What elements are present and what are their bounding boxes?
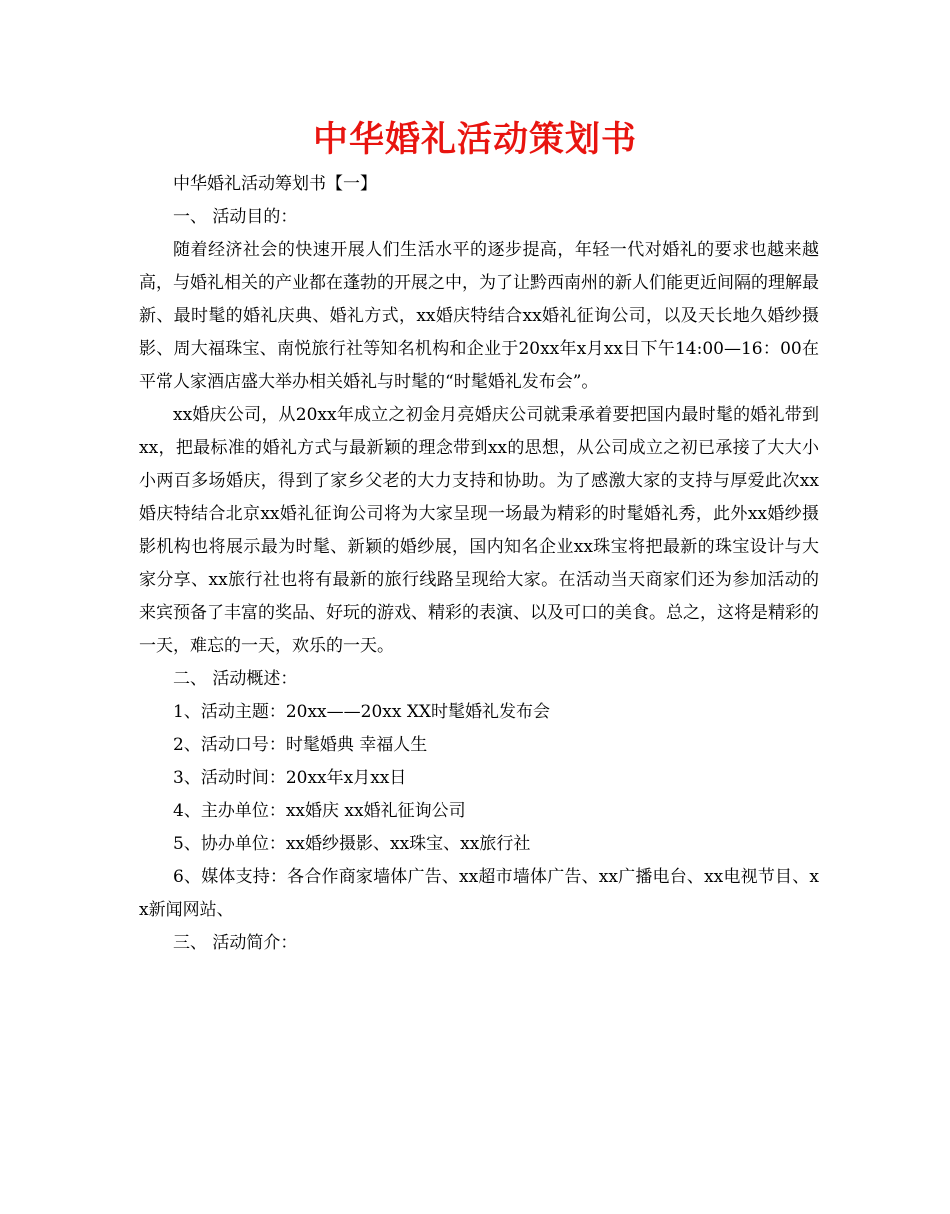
body-paragraph: xx婚庆公司，从20xx年成立之初金月亮婚庆公司就秉承着要把国内最时髦的婚礼带到xx，把最标准的婚礼方式与最新颖的理念带到xx的思想，从公司成立之初已承接了大大小小两百多场婚庆，得到了家乡父老的大力支持和协助。为了感激大家的支持与厚爱此次xx婚庆特结合北京xx婚礼征询公司将为大家呈现一场最为精彩的时髦婚礼秀，此外xx婚纱摄影机构也将展示最为时髦、新颖的婚纱展，国内知名企业xx珠宝将把最新的珠宝设计与大家分享、xx旅行社也将有最新的旅行线路呈现给大家。在活动当天商家们还为参加活动的来宾预备了丰富的奖品、好玩的游戏、精彩的表演、以及可口的美食。总之，这将是精彩的一天，难忘的一天，欢乐的一天。 — [139, 405, 819, 656]
list-item: 1、活动主题：20xx——20xx XX时髦婚礼发布会 — [173, 702, 551, 722]
section-heading-overview: 二、 活动概述： — [173, 669, 298, 689]
list-item: 5、协办单位：xx婚纱摄影、xx珠宝、xx旅行社 — [173, 834, 531, 854]
document-body — [139, 168, 819, 960]
section-heading-purpose: 一、 活动目的： — [173, 207, 298, 227]
list-item: 4、主办单位：xx婚庆 xx婚礼征询公司 — [173, 801, 466, 821]
list-item: 3、活动时间：20xx年x月xx日 — [173, 768, 407, 788]
document-title: 中华婚礼活动策划书 — [312, 120, 637, 160]
section-subtitle: 中华婚礼活动筹划书【一】 — [173, 174, 377, 194]
list-item: 2、活动口号：时髦婚典 幸福人生 — [173, 735, 428, 755]
section-heading-intro: 三、 活动简介： — [173, 933, 298, 953]
list-item: 6、媒体支持：各合作商家墙体广告、xx超市墙体广告、xx广播电台、xx电视节目、xx新闻网站、 — [139, 867, 819, 920]
body-paragraph: 随着经济社会的快速开展人们生活水平的逐步提高，年轻一代对婚礼的要求也越来越高，与婚礼相关的产业都在蓬勃的开展之中，为了让黔西南州的新人们能更近间隔的理解最新、最时髦的婚礼庆典、婚礼方式，xx婚庆特结合xx婚礼征询公司，以及天长地久婚纱摄影、周大福珠宝、南悦旅行社等知名机构和企业于20xx年x月xx日下午14:00—16：00在平常人家酒店盛大举办相关婚礼与时髦的“时髦婚礼发布会”。 — [139, 240, 819, 392]
